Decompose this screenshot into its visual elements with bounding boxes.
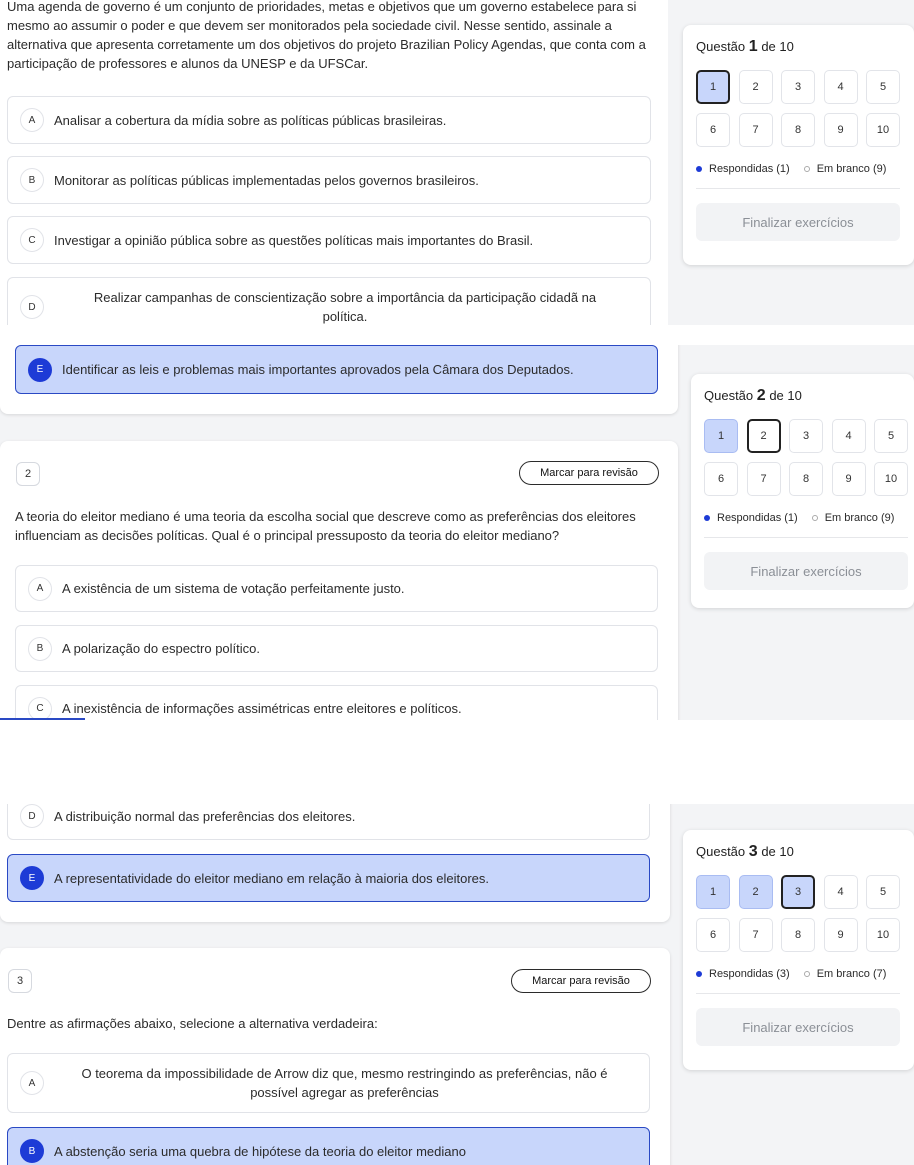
option-letter: E bbox=[28, 358, 52, 382]
option-letter: B bbox=[28, 637, 52, 661]
option-text: Monitorar as políticas públicas implementadas pelos governos brasileiros. bbox=[54, 172, 479, 188]
question-number-5[interactable]: 5 bbox=[866, 70, 900, 104]
question-number-3[interactable]: 3 bbox=[781, 70, 815, 104]
option-text: A inexistência de informações assimétricas entre eleitores e políticos. bbox=[62, 701, 462, 716]
option-a[interactable] bbox=[7, 96, 651, 144]
question-text: A teoria do eleitor mediano é uma teoria da escolha social que descreve como as preferências dos eleitores influenciam as decisões políticas. Qual é o principal pressuposto da teoria do eleitor mediano? bbox=[15, 509, 636, 543]
question-number-10[interactable]: 10 bbox=[866, 113, 900, 147]
question-grid bbox=[696, 70, 900, 147]
question-navigator-panel bbox=[683, 25, 914, 265]
question-navigator-panel bbox=[683, 830, 914, 1070]
option-letter: A bbox=[20, 1071, 44, 1095]
question-number-2[interactable]: 2 bbox=[747, 419, 781, 453]
option-letter: A bbox=[20, 108, 44, 132]
option-e-selected[interactable] bbox=[15, 345, 658, 394]
option-letter: D bbox=[20, 804, 44, 828]
question-number-3[interactable]: 3 bbox=[781, 875, 815, 909]
answered-dot-icon bbox=[704, 515, 710, 521]
blank-dot-icon bbox=[812, 515, 818, 521]
section-gap bbox=[0, 325, 914, 345]
question-number-7[interactable]: 7 bbox=[739, 113, 773, 147]
option-text: A existência de um sistema de votação perfeitamente justo. bbox=[62, 581, 405, 596]
question-number-7[interactable]: 7 bbox=[747, 462, 781, 496]
divider bbox=[696, 993, 900, 994]
panel-title: Questão 3 de 10 bbox=[696, 843, 794, 860]
option-text: Investigar a opinião pública sobre as questões políticas mais importantes do Brasil. bbox=[54, 232, 534, 248]
blank-dot-icon bbox=[804, 166, 810, 172]
option-text: Analisar a cobertura da mídia sobre as políticas públicas brasileiras. bbox=[54, 112, 447, 128]
finish-exercises-button[interactable]: Finalizar exercícios bbox=[696, 203, 900, 241]
option-d[interactable] bbox=[7, 804, 650, 840]
question-number-8[interactable]: 8 bbox=[789, 462, 823, 496]
screenshot-section-3 bbox=[0, 804, 914, 1165]
answered-count: Respondidas (3) bbox=[709, 968, 790, 980]
option-text: Identificar as leis e problemas mais importantes aprovados pela Câmara dos Deputados. bbox=[62, 362, 574, 377]
answered-dot-icon bbox=[696, 971, 702, 977]
question-number-2[interactable]: 2 bbox=[739, 875, 773, 909]
option-c[interactable] bbox=[7, 216, 651, 264]
option-text: Realizar campanhas de conscientização sobre a importância da participação cidadã na política. bbox=[93, 290, 597, 324]
question-number-5[interactable]: 5 bbox=[874, 419, 908, 453]
option-text: A polarização do espectro político. bbox=[62, 641, 261, 656]
finish-exercises-button[interactable]: Finalizar exercícios bbox=[696, 1008, 900, 1046]
section-gap bbox=[0, 720, 914, 804]
question-number-1[interactable]: 1 bbox=[704, 419, 738, 453]
option-a[interactable] bbox=[7, 1053, 650, 1113]
question-number-9[interactable]: 9 bbox=[824, 918, 858, 952]
question-number-7[interactable]: 7 bbox=[739, 918, 773, 952]
question-text: Uma agenda de governo é um conjunto de prioridades, metas e objetivos que um governo estabelece para si mesmo ao assumir o poder e que devem ser monitorados pela sociedade civil. Nesse sentido, assinale a alternativa que apresenta corretamente um dos objetivos do projeto Brazilian Policy Agendas, que conta com a participação de professores e alunos da UNESP e da UFSCar. bbox=[7, 0, 646, 71]
option-letter: B bbox=[20, 168, 44, 192]
option-letter: D bbox=[20, 295, 44, 319]
option-letter: A bbox=[28, 577, 52, 601]
option-e-selected[interactable] bbox=[7, 854, 650, 902]
answer-legend bbox=[704, 512, 914, 524]
question-number-10[interactable]: 10 bbox=[874, 462, 908, 496]
option-text: A abstenção seria uma quebra de hipótese da teoria do eleitor mediano bbox=[54, 1143, 466, 1159]
panel-title: Questão 1 de 10 bbox=[696, 38, 794, 55]
blank-count: Em branco (7) bbox=[816, 968, 887, 980]
question-number-6[interactable]: 6 bbox=[696, 918, 730, 952]
question-number-9[interactable]: 9 bbox=[824, 113, 858, 147]
blank-count: Em branco (9) bbox=[816, 163, 887, 175]
question-number-2[interactable]: 2 bbox=[739, 70, 773, 104]
option-letter: C bbox=[20, 228, 44, 252]
question-number-8[interactable]: 8 bbox=[781, 918, 815, 952]
question-grid bbox=[704, 419, 908, 496]
panel-title: Questão 2 de 10 bbox=[704, 387, 802, 404]
question-number-6[interactable]: 6 bbox=[704, 462, 738, 496]
option-text: O teorema da impossibilidade de Arrow diz que, mesmo restringindo as preferências, não é possível agregar as preferências bbox=[81, 1066, 608, 1100]
question-grid bbox=[696, 875, 900, 952]
question-number-1[interactable]: 1 bbox=[696, 875, 730, 909]
option-b[interactable] bbox=[7, 156, 651, 204]
question-number-badge: 3 bbox=[8, 969, 32, 993]
question-number-badge: 2 bbox=[16, 462, 40, 486]
option-letter: E bbox=[20, 866, 44, 890]
question-number-10[interactable]: 10 bbox=[866, 918, 900, 952]
question-number-1[interactable]: 1 bbox=[696, 70, 730, 104]
question-number-9[interactable]: 9 bbox=[832, 462, 866, 496]
option-b-selected[interactable] bbox=[7, 1127, 650, 1165]
finish-exercises-button[interactable]: Finalizar exercícios bbox=[704, 552, 908, 590]
mark-for-review-button[interactable]: Marcar para revisão bbox=[519, 461, 659, 485]
divider bbox=[704, 537, 908, 538]
screenshot-section-1 bbox=[0, 0, 914, 325]
blank-dot-icon bbox=[804, 971, 810, 977]
option-text: A distribuição normal das preferências dos eleitores. bbox=[54, 808, 356, 824]
question-number-4[interactable]: 4 bbox=[824, 70, 858, 104]
question-number-4[interactable]: 4 bbox=[824, 875, 858, 909]
question-number-4[interactable]: 4 bbox=[832, 419, 866, 453]
divider bbox=[696, 188, 900, 189]
question-number-8[interactable]: 8 bbox=[781, 113, 815, 147]
question-number-6[interactable]: 6 bbox=[696, 113, 730, 147]
question-number-5[interactable]: 5 bbox=[866, 875, 900, 909]
option-b[interactable] bbox=[15, 625, 658, 672]
screenshot-section-2 bbox=[0, 345, 914, 720]
answered-count: Respondidas (1) bbox=[709, 163, 790, 175]
option-letter: C bbox=[28, 697, 52, 721]
option-c[interactable] bbox=[15, 685, 658, 720]
answered-dot-icon bbox=[696, 166, 702, 172]
answer-legend bbox=[696, 968, 906, 980]
option-d[interactable] bbox=[7, 277, 651, 325]
option-text: A representatividade do eleitor mediano em relação à maioria dos eleitores. bbox=[54, 870, 490, 886]
answered-count: Respondidas (1) bbox=[717, 512, 798, 524]
option-letter: B bbox=[20, 1139, 44, 1163]
answer-legend bbox=[696, 163, 906, 175]
question-text: Dentre as afirmações abaixo, selecione a alternativa verdadeira: bbox=[7, 1016, 378, 1031]
option-a[interactable] bbox=[15, 565, 658, 612]
question-number-3[interactable]: 3 bbox=[789, 419, 823, 453]
question-navigator-panel bbox=[691, 374, 914, 608]
mark-for-review-button[interactable]: Marcar para revisão bbox=[511, 969, 651, 993]
blank-count: Em branco (9) bbox=[824, 512, 895, 524]
